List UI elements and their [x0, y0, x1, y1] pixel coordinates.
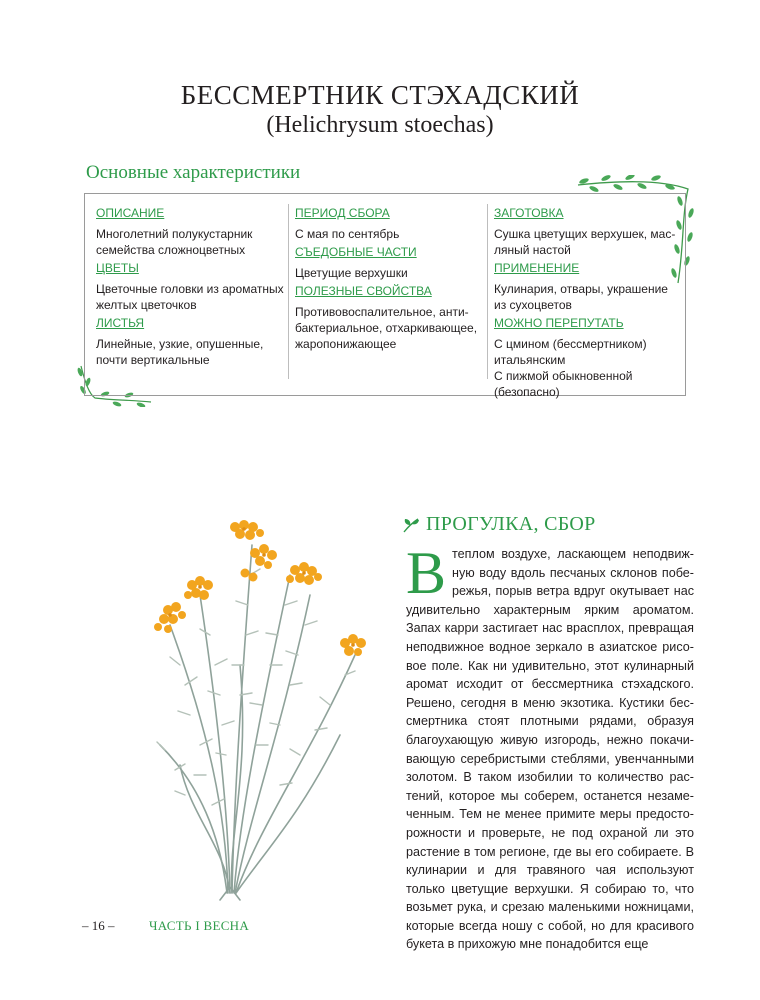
label-confusion: МОЖНО ПЕРЕПУТАТЬ [494, 316, 624, 330]
value-flowers: Цветочные головки из ароматных желтых цветочков [96, 282, 284, 312]
walk-heading-text: ПРОГУЛКА, СБОР [426, 513, 596, 535]
label-harvest-period: ПЕРИОД СБОРА [295, 206, 390, 220]
page-number: – 16 – [82, 918, 115, 933]
page-title: БЕССМЕРТНИК СТЭХАДСКИЙ [180, 80, 580, 110]
value-edible-parts: Цветущие верхушки [295, 266, 408, 280]
leaf-sprig-icon [402, 517, 420, 533]
label-preparation: ЗАГОТОВКА [494, 206, 564, 220]
value-useful-properties: Противовоспалительное, антибактериальное, отхаркивающее, жаропонижающее [295, 305, 478, 351]
label-useful-properties: ПОЛЕЗНЫЕ СВОЙСТВА [295, 284, 432, 298]
label-description: ОПИСАНИЕ [96, 206, 165, 220]
label-leaves: ЛИСТЬЯ [96, 316, 145, 330]
characteristics-heading: Основные характеристики [86, 162, 301, 183]
label-edible-parts: СЪЕДОБНЫЕ ЧАСТИ [295, 245, 417, 259]
drop-cap: В [406, 540, 447, 606]
column-divider [288, 204, 289, 379]
label-usage: ПРИМЕНЕНИЕ [494, 261, 580, 275]
value-confusion-1: С цмином (бессмертником) итальянским [494, 337, 647, 367]
walk-body-text [406, 540, 694, 954]
part-label: ЧАСТЬ I ВЕСНА [149, 918, 250, 933]
characteristics-column-2 [295, 205, 483, 354]
label-flowers: ЦВЕТЫ [96, 261, 139, 275]
characteristics-column-1 [96, 205, 286, 370]
value-description: Многолетний полукустарник семейства сложноцветных [96, 227, 253, 257]
plant-illustration [140, 515, 385, 905]
characteristics-column-3 [494, 205, 679, 402]
column-divider [487, 204, 488, 379]
walk-heading [402, 513, 596, 536]
walk-paragraph: теплом воздухе, ласкающем неподвижную воду вдоль песчаных склонов побережья, порыв ветра вдруг окутывает нас удивительно характерным ярким ароматом. Запах карри застигает нас врасплох, превращая неподвижное водное зеркало в азиатское рисовое поле. Как ни удивительно, этот кулинарный аромат исходит от бессмертника стэхадского. Решено, сегодня в меню экзотика. Кустики бессмертника стоят плотными рядами, образуя благоухающую живую изгородь, нежно покачивающую серебристыми стеблями, увенчанными золотом. В таком изобилии то количество растений, которое мы соберем, останется незамеченным. Тем не менее примите меры предосторожности и проверьте, не под охраной ли это растение в том регионе, где вы его собираете. В кулинарии и для травяного чая используют только цветущие верхушки. Я собираю то, что возьмет рука, и срезаю маленькими ножницами, которые всегда ношу с собой, но для красивого букета в прихожую мне понадобится еще [406, 547, 694, 952]
latin-name: (Helichrysum stoechas) [266, 112, 494, 138]
value-preparation: Сушка цветущих верхушек, масляный настой [494, 227, 676, 257]
characteristics-box [84, 193, 686, 399]
value-leaves: Линейные, узкие, опушенные, почти вертикальные [96, 337, 264, 367]
value-usage: Кулинария, отвары, украшение из сухоцветов [494, 282, 668, 312]
value-harvest-period: С мая по сентябрь [295, 227, 400, 241]
value-confusion-2: С пижмой обыкновенной (безопасно) [494, 369, 633, 399]
